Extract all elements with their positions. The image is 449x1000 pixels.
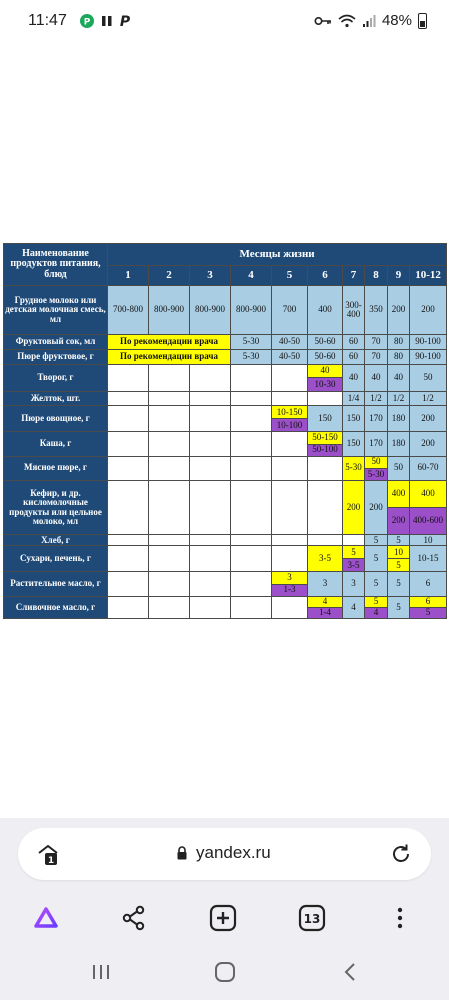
month-col: 4 [231,266,272,286]
table-cell: 90-100 [410,334,447,349]
row-name: Творог, г [4,364,108,391]
empty-cell [308,456,343,480]
table-cell: 5 [388,572,410,596]
table-cell: 60 [343,334,365,349]
browser-panel [0,818,449,946]
empty-cell [190,406,231,432]
empty-cell [149,572,190,596]
table-cell: 150 [343,432,365,456]
table-cell: 90-100 [410,349,447,364]
empty-cell [190,596,231,618]
table-cell: 70 [365,349,388,364]
empty-cell [190,480,231,534]
signal-icon [362,14,376,28]
table-cell: 180 [388,432,410,456]
table-cell: 50-60 [308,334,343,349]
table-cell: 10-30 [308,378,343,392]
row-name: Сухари, печень, г [4,546,108,572]
battery-percent: 48% [381,12,412,29]
empty-cell [108,364,149,391]
pause-notification-icon [100,14,114,28]
recent-apps-icon[interactable] [86,960,116,984]
empty-cell [308,535,343,546]
header-caption: Наименование продуктов питания, блюд [4,244,108,286]
empty-cell [149,432,190,456]
share-icon [121,905,147,931]
lock-icon [176,846,188,860]
month-col: 7 [343,266,365,286]
table-cell: 150 [308,406,343,432]
table-cell: 5 [388,535,410,546]
url-text[interactable]: yandex.ru [196,843,271,862]
feeding-schedule-table [3,243,447,619]
table-cell: 5 [365,546,388,572]
share-button[interactable] [118,902,150,934]
table-cell: 700 [272,286,308,334]
table-cell: 1-3 [272,584,308,596]
menu-button[interactable] [384,902,416,934]
empty-cell [231,535,272,546]
table-cell: 50-150 [308,432,343,444]
empty-cell [149,392,190,406]
table-cell: 200 [410,432,447,456]
table-cell: 180 [388,406,410,432]
empty-cell [190,364,231,391]
empty-cell [108,480,149,534]
table-cell: 400 [410,480,447,507]
p-notification-icon [118,14,132,28]
table-cell: 3-5 [343,559,365,572]
empty-cell [231,432,272,456]
empty-cell [190,456,231,480]
alice-button[interactable] [30,902,62,934]
table-cell: 300-400 [343,286,365,334]
wifi-icon [338,14,356,28]
more-vertical-icon [396,906,404,930]
table-cell: 5-30 [231,334,272,349]
empty-cell [308,392,343,406]
table-cell: 350 [365,286,388,334]
row-name: Фруктовый сок, мл [4,334,108,349]
table-cell: 80 [388,334,410,349]
empty-cell [231,392,272,406]
home-icon[interactable] [210,960,240,984]
empty-cell [231,572,272,596]
empty-cell [149,480,190,534]
empty-cell [272,432,308,456]
table-cell: 800-900 [231,286,272,334]
empty-cell [272,364,308,391]
empty-cell [108,596,149,618]
table-cell: 50 [410,364,447,391]
empty-cell [231,480,272,534]
table-cell: 10-15 [410,546,447,572]
table-cell: 50-100 [308,444,343,456]
row-name: Мясное пюре, г [4,456,108,480]
table-cell: 800-900 [149,286,190,334]
status-bar [0,0,449,44]
table-cell: 5 [388,596,410,618]
month-col: 8 [365,266,388,286]
empty-cell [343,535,365,546]
month-col: 3 [190,266,231,286]
key-icon [314,15,332,27]
empty-cell [149,456,190,480]
table-cell: 40-50 [272,349,308,364]
table-cell: 5 [388,559,410,572]
table-cell: 200 [388,508,410,535]
doctor-recommendation-cell: По рекомендации врача [108,349,231,364]
month-col: 10-12 [410,266,447,286]
table-cell: 50 [365,456,388,468]
table-cell: 1/4 [343,392,365,406]
empty-cell [231,364,272,391]
row-name: Пюре фруктовое, г [4,349,108,364]
table-cell: 10 [388,546,410,559]
table-cell: 5-30 [343,456,365,480]
tabs-icon [298,904,326,932]
table-cell: 5 [410,607,447,618]
doctor-recommendation-cell: По рекомендации врача [108,334,231,349]
table-cell: 40-50 [272,334,308,349]
table-cell: 3 [343,572,365,596]
table-cell: 3-5 [308,546,343,572]
table-cell: 4 [308,596,343,607]
empty-cell [108,456,149,480]
empty-cell [149,535,190,546]
table-cell: 40 [388,364,410,391]
table-cell: 1-4 [308,607,343,618]
plus-icon [209,904,237,932]
empty-cell [190,546,231,572]
table-cell: 3 [272,572,308,584]
table-cell: 5-30 [365,468,388,480]
table-cell: 170 [365,406,388,432]
table-cell: 400 [308,286,343,334]
table-cell: 10-100 [272,419,308,432]
nutrition-table-image[interactable] [0,243,449,621]
empty-cell [272,535,308,546]
table-cell: 10 [410,535,447,546]
address-bar[interactable] [18,828,431,880]
empty-cell [272,456,308,480]
back-icon[interactable] [336,960,366,984]
empty-cell [231,456,272,480]
month-col: 6 [308,266,343,286]
home-tabs-icon[interactable] [36,842,60,866]
table-cell: 40 [343,364,365,391]
table-cell: 60 [343,349,365,364]
table-cell: 700-800 [108,286,149,334]
table-cell: 5-30 [231,349,272,364]
row-name: Хлеб, г [4,535,108,546]
home-badge: 1 [47,856,55,866]
new-tab-button[interactable] [207,902,239,934]
empty-cell [108,546,149,572]
row-name: Кефир, и др. кисломолочные продукты или цельное молоко, мл [4,480,108,534]
table-cell: 1/2 [410,392,447,406]
empty-cell [272,546,308,572]
table-cell: 50 [388,456,410,480]
table-cell: 200 [410,406,447,432]
row-name: Пюре овощное, г [4,406,108,432]
tabs-button[interactable] [296,902,328,934]
empty-cell [231,546,272,572]
empty-cell [108,535,149,546]
table-cell: 40 [308,364,343,377]
table-cell: 5 [365,535,388,546]
header-months-of-life: Месяцы жизни [108,244,447,266]
month-col: 1 [108,266,149,286]
table-cell: 3 [308,572,343,596]
empty-cell [108,406,149,432]
empty-cell [108,572,149,596]
reload-icon[interactable] [389,842,413,866]
row-name: Каша, г [4,432,108,456]
table-cell: 200 [343,480,365,534]
battery-icon [418,13,427,29]
tab-count: 13 [303,912,321,926]
table-cell: 170 [365,432,388,456]
table-cell: 200 [410,286,447,334]
table-cell: 5 [365,596,388,607]
table-cell: 50-60 [308,349,343,364]
app-notification-icon [80,14,94,28]
month-col: 5 [272,266,308,286]
empty-cell [149,596,190,618]
table-cell: 6 [410,572,447,596]
empty-cell [272,392,308,406]
empty-cell [231,596,272,618]
empty-cell [108,392,149,406]
svg-text:P: P [119,14,131,28]
empty-cell [190,572,231,596]
table-cell: 80 [388,349,410,364]
empty-cell [308,480,343,534]
table-cell: 800-900 [190,286,231,334]
empty-cell [190,535,231,546]
empty-cell [149,406,190,432]
month-col: 9 [388,266,410,286]
table-cell: 200 [365,480,388,534]
table-cell: 1/2 [388,392,410,406]
table-cell: 6 [410,596,447,607]
empty-cell [190,392,231,406]
empty-cell [272,480,308,534]
table-cell: 40 [365,364,388,391]
empty-cell [149,546,190,572]
table-cell: 200 [388,286,410,334]
system-nav-bar [0,946,449,1000]
svg-text:P: P [83,17,91,28]
table-cell: 5 [343,546,365,559]
empty-cell [149,364,190,391]
empty-cell [190,432,231,456]
table-cell: 10-150 [272,406,308,419]
table-cell: 4 [343,596,365,618]
browser-toolbar [0,902,449,942]
empty-cell [231,406,272,432]
empty-cell [108,432,149,456]
row-name: Растительное масло, г [4,572,108,596]
table-cell: 70 [365,334,388,349]
table-cell: 400 [388,480,410,507]
status-time: 11:47 [28,12,67,29]
table-cell: 1/2 [365,392,388,406]
month-col: 2 [149,266,190,286]
row-name: Грудное молоко или детская молочная смесь, мл [4,286,108,334]
table-cell: 5 [365,572,388,596]
row-name: Сливочное масло, г [4,596,108,618]
table-cell: 400-600 [410,508,447,535]
table-cell: 150 [343,406,365,432]
table-cell: 60-70 [410,456,447,480]
empty-cell [272,596,308,618]
alice-assistant-icon [32,904,60,932]
table-cell: 4 [365,607,388,618]
row-name: Желток, шт. [4,392,108,406]
